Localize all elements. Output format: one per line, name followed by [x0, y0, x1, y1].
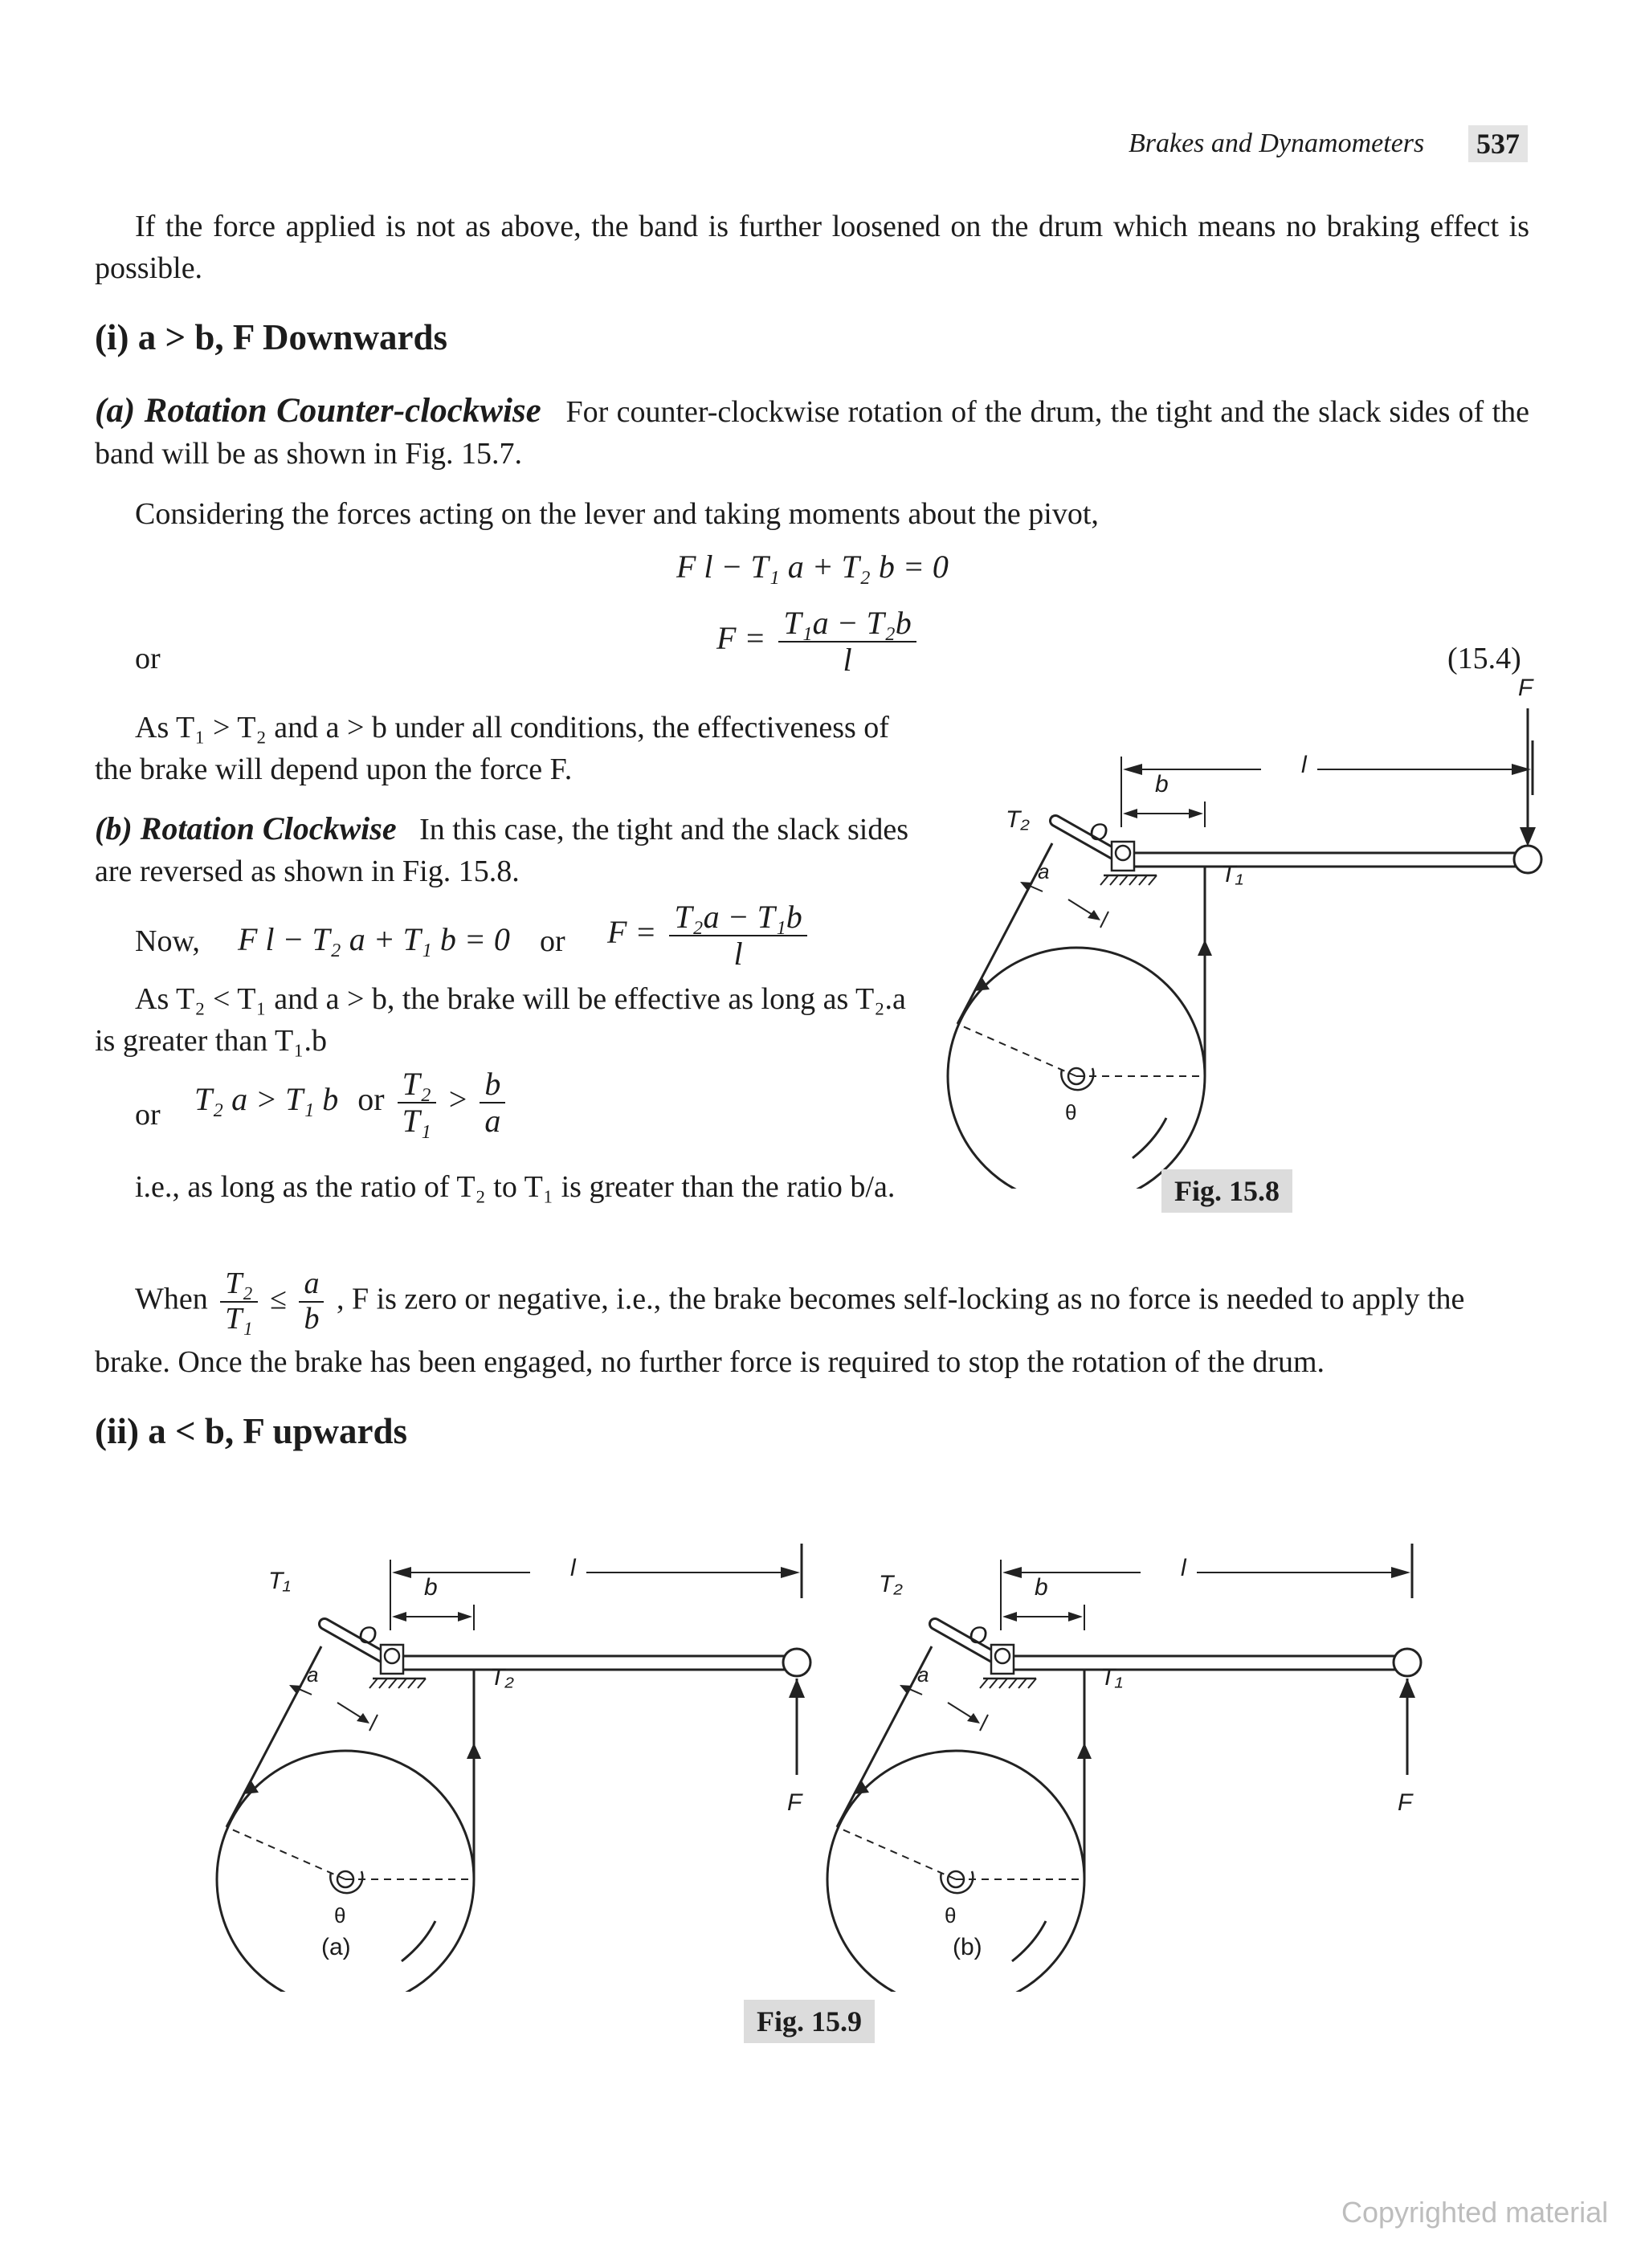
subsection-a	[95, 390, 1529, 475]
subsection-a-text: For counter-clockwise rotation of the drum, the tight and the slack sides of the band will be as shown in Fig. 15.7.	[95, 395, 1530, 471]
fig-15-9b-label-band-right: T₁	[1100, 1664, 1123, 1691]
when-fraction-1	[220, 1267, 257, 1336]
figure-15-8	[940, 675, 1550, 1189]
fig-15-9a-label-f: F	[787, 1789, 802, 1816]
fig-15-9b-label-band-left: T₂	[879, 1571, 903, 1597]
or-label-3: or	[135, 1098, 161, 1132]
fig-15-8-label-band-right: T₁	[1221, 861, 1243, 887]
fig-15-8-label-b: b	[1155, 771, 1169, 797]
subsection-a-title: (a) Rotation Counter-clockwise	[95, 392, 541, 430]
fig-15-9a-sublabel: (a)	[321, 1934, 351, 1960]
when2-numerator: a	[299, 1267, 324, 1303]
fig-15-9b-label-l: l	[1181, 1555, 1186, 1581]
fig-15-9a-diagram	[209, 1510, 819, 1992]
fig-15-9a-label-theta: θ	[334, 1903, 346, 1927]
moments-text: Considering the forces acting on the lever and taking moments about the pivot,	[135, 497, 1099, 531]
subsection-b	[95, 808, 909, 892]
when-line	[135, 1267, 1464, 1336]
subsection-b-text: In this case, the tight and the slack sides are reversed as shown in Fig. 15.8.	[95, 813, 908, 888]
when-le: ≤	[270, 1282, 287, 1316]
when-label: When	[135, 1282, 208, 1316]
ratio-gt: >	[448, 1081, 467, 1118]
fig-15-9b-label-theta: θ	[945, 1903, 957, 1927]
ratio-denominator: T₁	[402, 1103, 431, 1139]
when-fraction-2	[299, 1267, 324, 1336]
fig-15-9a-label-a: a	[307, 1662, 319, 1687]
equation-4	[607, 899, 812, 972]
when-numerator: T₂	[220, 1267, 257, 1303]
ratio2-denominator: a	[484, 1103, 501, 1139]
equation-2	[716, 606, 921, 678]
fig-15-9a-label-band-left: T₁	[268, 1568, 291, 1594]
equation-4-lhs: F =	[607, 914, 657, 951]
fig-15-9b-label-b: b	[1035, 1574, 1048, 1601]
equation-4-numerator: T₂a − T₁b	[669, 899, 806, 936]
fig-15-9b-label-a: a	[917, 1662, 929, 1687]
fig-15-9b-label-o: O	[969, 1622, 988, 1649]
fig-15-9-caption: Fig. 15.9	[744, 2000, 875, 2043]
fig-15-9a-label-b: b	[424, 1574, 438, 1601]
when-denominator: T₁	[225, 1301, 253, 1336]
fig-15-9b-label-f: F	[1398, 1789, 1413, 1816]
ratio-b-a	[480, 1067, 505, 1139]
running-title: Brakes and Dynamometers	[1129, 128, 1425, 158]
fig-15-8-label-band-left: T₂	[1006, 806, 1030, 833]
fig-15-9a-label-band-right: T₂	[490, 1664, 514, 1691]
condition-text: As T₂ < T₁ and a > b, the brake will be effective as long as T₂.a is greater than T₁.b	[95, 982, 906, 1058]
or-label-2: or	[540, 924, 565, 958]
fig-15-9b-diagram	[819, 1510, 1430, 1992]
figure-15-9b	[819, 1510, 1430, 1992]
fig-15-8-diagram	[940, 707, 1550, 1189]
equation-2-denominator: l	[843, 642, 852, 678]
fig-15-9a-label-o: O	[358, 1622, 378, 1649]
inequality	[194, 1067, 510, 1139]
fig-15-8-label-l: l	[1301, 752, 1307, 778]
fig-15-8-label-a: a	[1038, 859, 1050, 883]
ratio-t2-t1	[398, 1067, 436, 1139]
ratio-numerator: T₂	[398, 1067, 436, 1103]
fig-15-9b-sublabel: (b)	[953, 1934, 982, 1960]
page-number: 537	[1468, 125, 1528, 162]
equation-2-fraction	[778, 606, 916, 678]
inequality-1: T₂ a > T₁ b	[194, 1081, 339, 1118]
intro-paragraph: If the force applied is not as above, the band is further loosened on the drum which means no braking effect is possible.	[95, 210, 1529, 285]
equation-4-fraction	[669, 899, 806, 972]
figure-15-9a	[209, 1510, 819, 1992]
equation-4-denominator: l	[733, 936, 743, 972]
fig-15-9a-label-l: l	[570, 1555, 576, 1581]
fig-15-8-label-theta: θ	[1065, 1100, 1077, 1124]
equation-2-lhs: F =	[716, 620, 766, 657]
effectiveness-text: As T₁ > T₂ and a > b under all conditions, the effectiveness of the brake will depend upon the force F.	[95, 711, 889, 786]
when-rest: , F is zero or negative, i.e., the brake becomes self-locking as no force is needed to apply the	[336, 1282, 1465, 1316]
section-heading-1: (i) a > b, F Downwards	[95, 317, 447, 357]
subsection-b-title: (b) Rotation Clockwise	[95, 810, 397, 846]
ie-text: i.e., as long as the ratio of T₂ to T₁ is greater than the ratio b/a.	[135, 1170, 896, 1204]
section-heading-2: (ii) a < b, F upwards	[95, 1411, 408, 1451]
equation-3: F l − T₂ a + T₁ b = 0	[238, 921, 510, 957]
when2-denominator: b	[304, 1301, 320, 1336]
ratio2-numerator: b	[480, 1067, 505, 1103]
equation-number: (15.4)	[1447, 642, 1521, 675]
equation-2-numerator: T₁a − T₂b	[778, 606, 916, 642]
equation-1: F l − T₁ a + T₂ b = 0	[676, 549, 949, 585]
copyright-watermark: Copyrighted material	[1341, 2196, 1609, 2229]
or-label-4: or	[357, 1081, 385, 1118]
fig-15-8-label-f: F	[1518, 675, 1533, 701]
brake-line: brake. Once the brake has been engaged, no further force is required to stop the rotation of the drum.	[95, 1345, 1325, 1379]
fig-15-8-label-o: O	[1089, 819, 1108, 846]
fig-15-8-caption: Fig. 15.8	[1161, 1169, 1292, 1213]
or-label: or	[135, 642, 161, 675]
now-label: Now,	[135, 924, 200, 958]
